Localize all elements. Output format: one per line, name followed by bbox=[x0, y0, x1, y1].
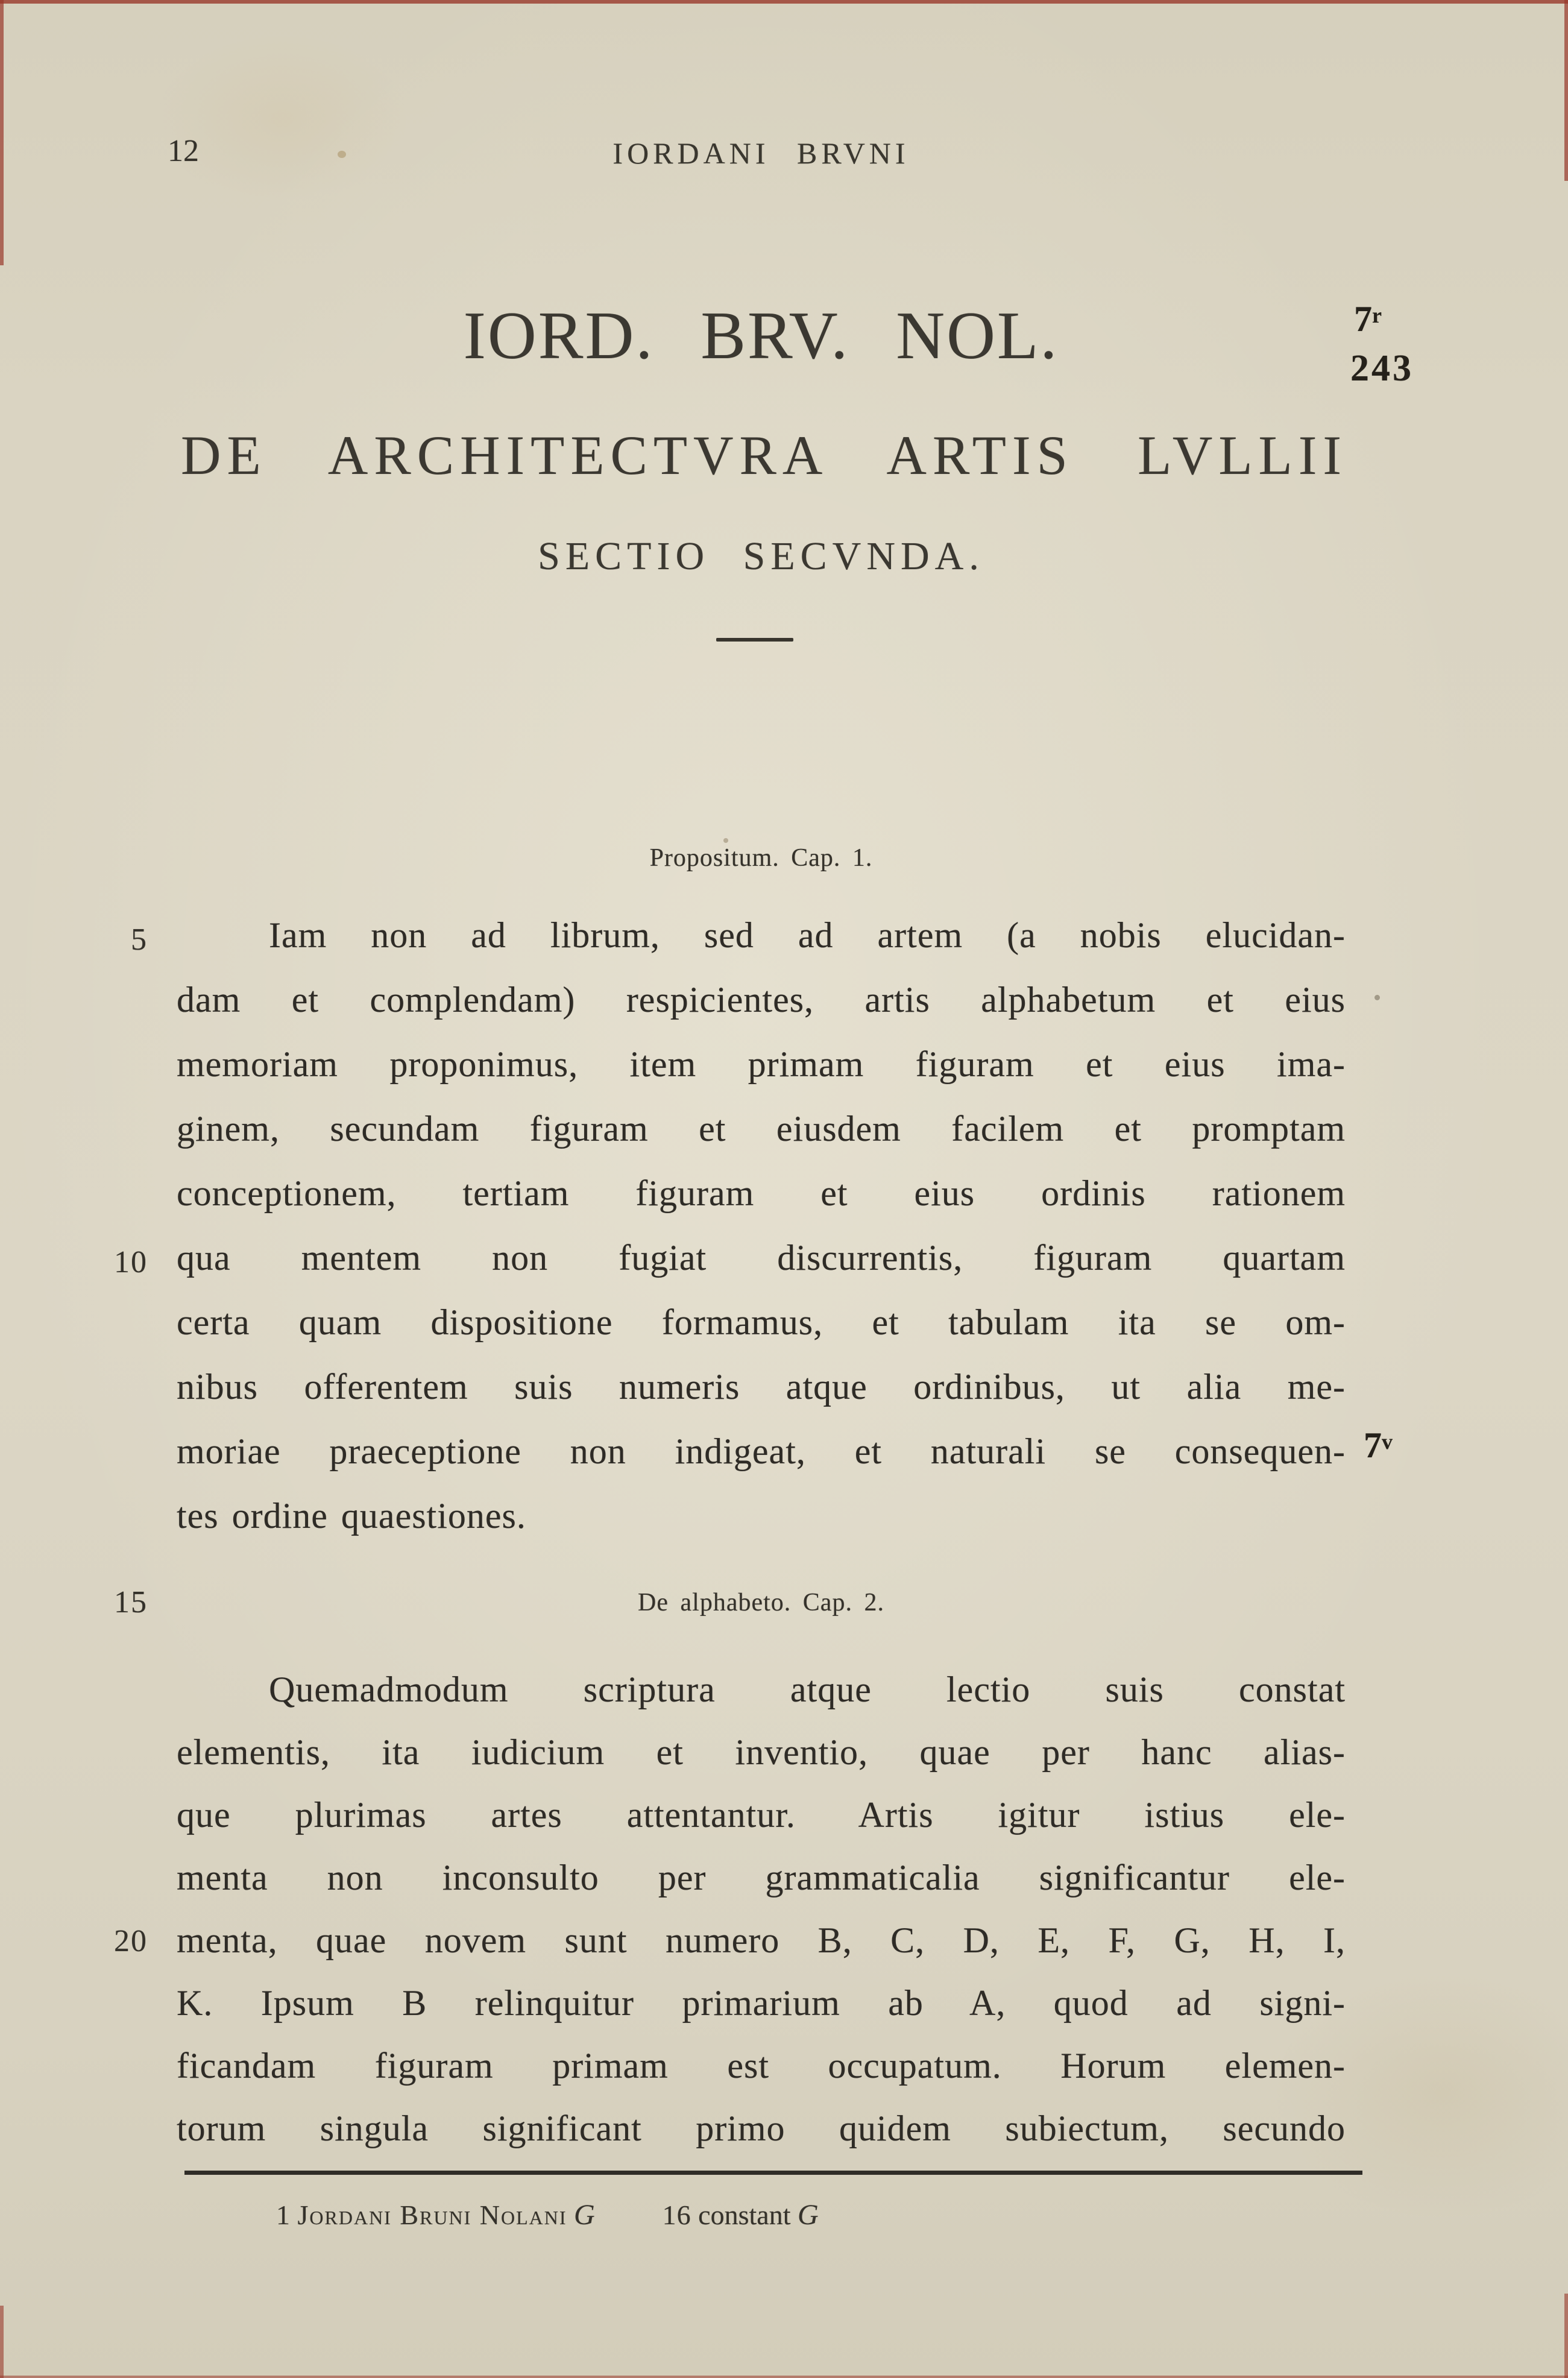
paper-speck bbox=[723, 838, 728, 843]
text-line: K. Ipsum B relinquitur primarium ab A, quod ad signi- bbox=[177, 1983, 1346, 2023]
scan-edge-artifact-left-bottom bbox=[0, 2306, 4, 2378]
text-line: dam et complendam) respicientes, artis alphabetum et eius bbox=[177, 980, 1346, 1020]
line-number-15: 15 bbox=[114, 1585, 148, 1620]
apparatus-entry bbox=[663, 2200, 819, 2230]
section-title: SECTIO SECVNDA. bbox=[538, 534, 984, 578]
apparatus-text: Jordani Bruni Nolani bbox=[297, 2200, 567, 2230]
footnote-rule bbox=[184, 2171, 1362, 2175]
folio-number: 7 bbox=[1354, 299, 1372, 339]
line-number-20: 20 bbox=[114, 1924, 148, 1958]
text-line: Quemadmodum scriptura atque lectio suis constat bbox=[269, 1670, 1346, 1709]
line-number-10: 10 bbox=[114, 1245, 148, 1279]
folio-suffix: v bbox=[1382, 1430, 1393, 1454]
scan-edge-artifact-right-bottom bbox=[1564, 2294, 1568, 2378]
scan-edge-artifact-bottom bbox=[0, 2376, 1568, 2378]
title-divider-rule bbox=[716, 638, 793, 642]
text-line: menta, quae novem sunt numero B, C, D, E, F, G, H, I, bbox=[177, 1920, 1346, 1960]
text-line: menta non inconsulto per grammaticalia significantur ele- bbox=[177, 1858, 1346, 1897]
running-header: IORDANI BRVNI bbox=[612, 136, 910, 170]
apparatus-text: constant bbox=[698, 2200, 791, 2230]
line-number-5: 5 bbox=[131, 922, 148, 957]
text-line: conceptionem, tertiam figuram et eius ordinis rationem bbox=[177, 1173, 1346, 1213]
text-line: tes ordine quaestiones. bbox=[177, 1496, 526, 1536]
scan-edge-artifact-left bbox=[0, 0, 4, 265]
text-line: moriae praeceptione non indigeat, et naturali se consequen- bbox=[177, 1431, 1346, 1471]
scan-edge-artifact-right bbox=[1564, 0, 1568, 181]
folio-note-verso bbox=[1364, 1423, 1393, 1464]
chapter-2-heading: De alphabeto. Cap. 2. bbox=[638, 1589, 884, 1616]
apparatus-line-ref: 1 bbox=[276, 2200, 291, 2230]
folio-page-ref: 243 bbox=[1350, 348, 1414, 389]
text-line: qua mentem non fugiat discurrentis, figuram quartam bbox=[177, 1238, 1346, 1278]
page-number: 12 bbox=[168, 134, 199, 168]
text-line: torum singula significant primo quidem subiectum, secundo bbox=[177, 2108, 1346, 2148]
text-line: Iam non ad librum, sed ad artem (a nobis elucidan- bbox=[269, 915, 1346, 955]
apparatus-entry bbox=[276, 2200, 595, 2230]
text-line: ginem, secundam figuram et eiusdem facilem et promptam bbox=[177, 1109, 1346, 1149]
text-line: elementis, ita iudicium et inventio, quae per hanc alias- bbox=[177, 1732, 1346, 1772]
work-subtitle: DE ARCHITECTVRA ARTIS LVLLII bbox=[181, 424, 1347, 486]
text-line: que plurimas artes attentantur. Artis igitur istius ele- bbox=[177, 1795, 1346, 1835]
text-line: nibus offerentem suis numeris atque ordinibus, ut alia me- bbox=[177, 1367, 1346, 1407]
text-line: ficandam figuram primam est occupatum. Horum elemen- bbox=[177, 2046, 1346, 2086]
paragraph-2 bbox=[177, 1658, 1346, 2160]
paper-speck bbox=[1374, 995, 1380, 1000]
text-line: memoriam proponimus, item primam figuram et eius ima- bbox=[177, 1044, 1346, 1084]
main-title: IORD. BRV. NOL. bbox=[463, 298, 1059, 373]
folio-note-recto bbox=[1354, 297, 1382, 338]
apparatus-line-ref: 16 bbox=[662, 2200, 691, 2230]
folio-suffix: r bbox=[1372, 303, 1382, 327]
folio-number: 7 bbox=[1364, 1425, 1382, 1465]
scan-edge-artifact-top bbox=[0, 0, 1568, 4]
manuscript-sigla: G bbox=[797, 2199, 819, 2231]
text-line: certa quam dispositione formamus, et tabulam ita se om- bbox=[177, 1302, 1346, 1342]
manuscript-sigla: G bbox=[574, 2199, 595, 2231]
paragraph-1 bbox=[177, 903, 1346, 1548]
chapter-1-heading: Propositum. Cap. 1. bbox=[649, 844, 873, 872]
critical-apparatus bbox=[276, 2198, 1361, 2232]
